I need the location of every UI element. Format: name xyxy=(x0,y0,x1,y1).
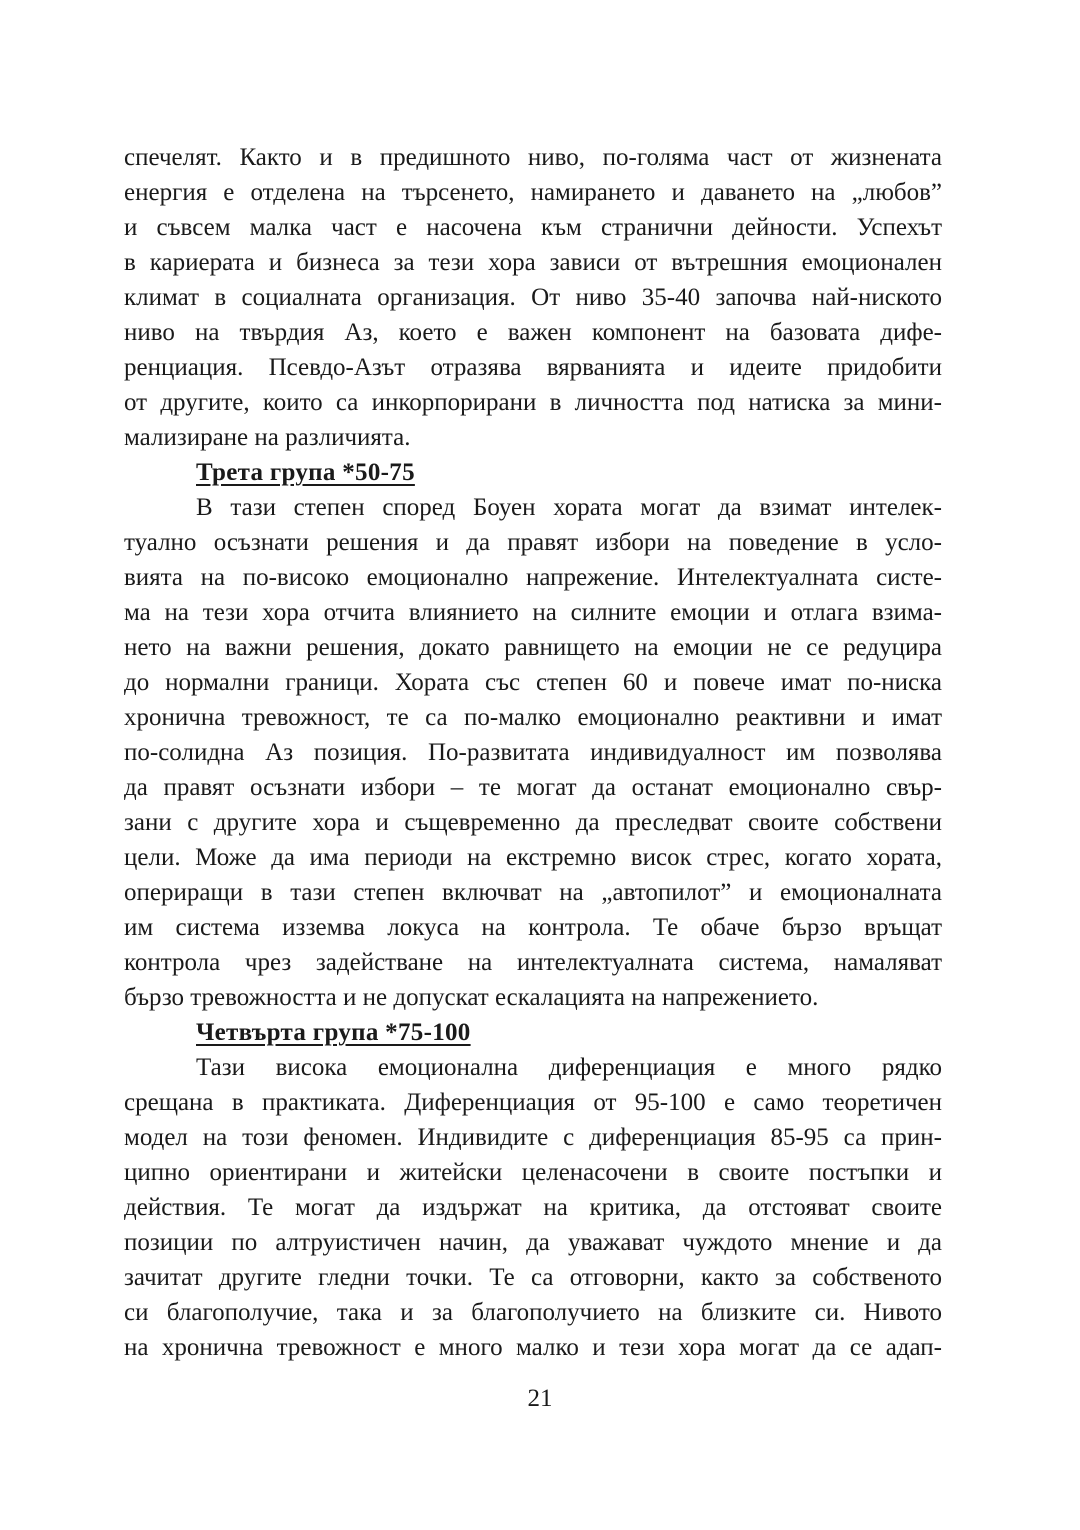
text-line: контрола чрез задействане на интелектуалната система, намаляват xyxy=(124,949,942,976)
text-line: мализиране на различията. xyxy=(124,424,411,451)
text-line: си благополучие, така и за благополучието на близките си. Нивото xyxy=(124,1299,942,1326)
heading-third-group: Трета група *50-75 xyxy=(196,459,415,486)
text-line: ципно ориентирани и житейски целенасочени в своите постъпки и xyxy=(124,1159,942,1186)
text-line: ренциация. Псевдо-Азът отразява вярванията и идеите придобити xyxy=(124,354,942,381)
page-number: 21 xyxy=(527,1385,553,1412)
text-line: зани с другите хора и същевременно да преследват своите собствени xyxy=(124,809,942,836)
paragraph-3 xyxy=(124,1050,942,1365)
text-line: спечелят. Както и в предишното ниво, по-голяма част от жизнената xyxy=(124,144,942,171)
text-line: В тази степен според Боуен хората могат да взимат интелек- xyxy=(196,494,942,521)
text-line: цели. Може да има периоди на екстремно висок стрес, когато хората, xyxy=(124,844,942,871)
text-line: бързо тревожността и не допускат ескалацията на напрежението. xyxy=(124,984,819,1011)
text-line: хронична тревожност, те са по-малко емоционално реактивни и имат xyxy=(124,704,942,731)
text-line: модел на този феномен. Индивидите с диференциация 85-95 са прин- xyxy=(124,1124,942,1151)
text-line: им система изземва локуса на контрола. Те обаче бързо връщат xyxy=(124,914,942,941)
text-line: енергия е отделена на търсенето, намирането и даването на „любов” xyxy=(124,179,942,206)
text-line: от другите, които са инкорпорирани в личността под натиска за мини- xyxy=(124,389,942,416)
text-line: Тази висока емоционална диференциация е много рядко xyxy=(196,1054,942,1081)
text-line: и съвсем малка част е насочена към странични дейности. Успехът xyxy=(124,214,942,241)
text-line: вията на по-високо емоционално напрежение. Интелектуалната систе- xyxy=(124,564,942,591)
text-line: действия. Те могат да издържат на критика, да отстояват своите xyxy=(124,1194,942,1221)
text-line: на хронична тревожност е много малко и тези хора могат да се адап- xyxy=(124,1334,942,1361)
text-line: в кариерата и бизнеса за тези хора зависи от вътрешния емоционален xyxy=(124,249,942,276)
text-line: зачитат другите гледни точки. Те са отговорни, както за собственото xyxy=(124,1264,942,1291)
text-line: опериращи в тази степен включват на „автопилот” и емоционалната xyxy=(124,879,942,906)
paragraph-2 xyxy=(124,490,942,1015)
text-line: позиции по алтруистичен начин, да уважават чуждото мнение и да xyxy=(124,1229,942,1256)
text-line: срещана в практиката. Диференциация от 95-100 е само теоретичен xyxy=(124,1089,942,1116)
text-line: нето на важни решения, докато равнището на емоции не се редуцира xyxy=(124,634,942,661)
heading-fourth-group: Четвърта група *75-100 xyxy=(196,1019,471,1046)
text-line: по-солидна Аз позиция. По-развитата индивидуалност им позволява xyxy=(124,739,942,766)
text-line: ниво на твърдия Аз, което е важен компонент на базовата дифе- xyxy=(124,319,942,346)
text-line: климат в социалната организация. От ниво 35-40 започва най-ниското xyxy=(124,284,942,311)
text-line: до нормални граници. Хората със степен 60 и повече имат по-ниска xyxy=(124,669,942,696)
text-line: ма на тези хора отчита влиянието на силните емоции и отлага взима- xyxy=(124,599,942,626)
text-line: туално осъзнати решения и да правят избори на поведение в усло- xyxy=(124,529,942,556)
page-body xyxy=(124,140,942,1365)
text-line: да правят осъзнати избори – те могат да останат емоционално свър- xyxy=(124,774,942,801)
paragraph-1 xyxy=(124,140,942,455)
